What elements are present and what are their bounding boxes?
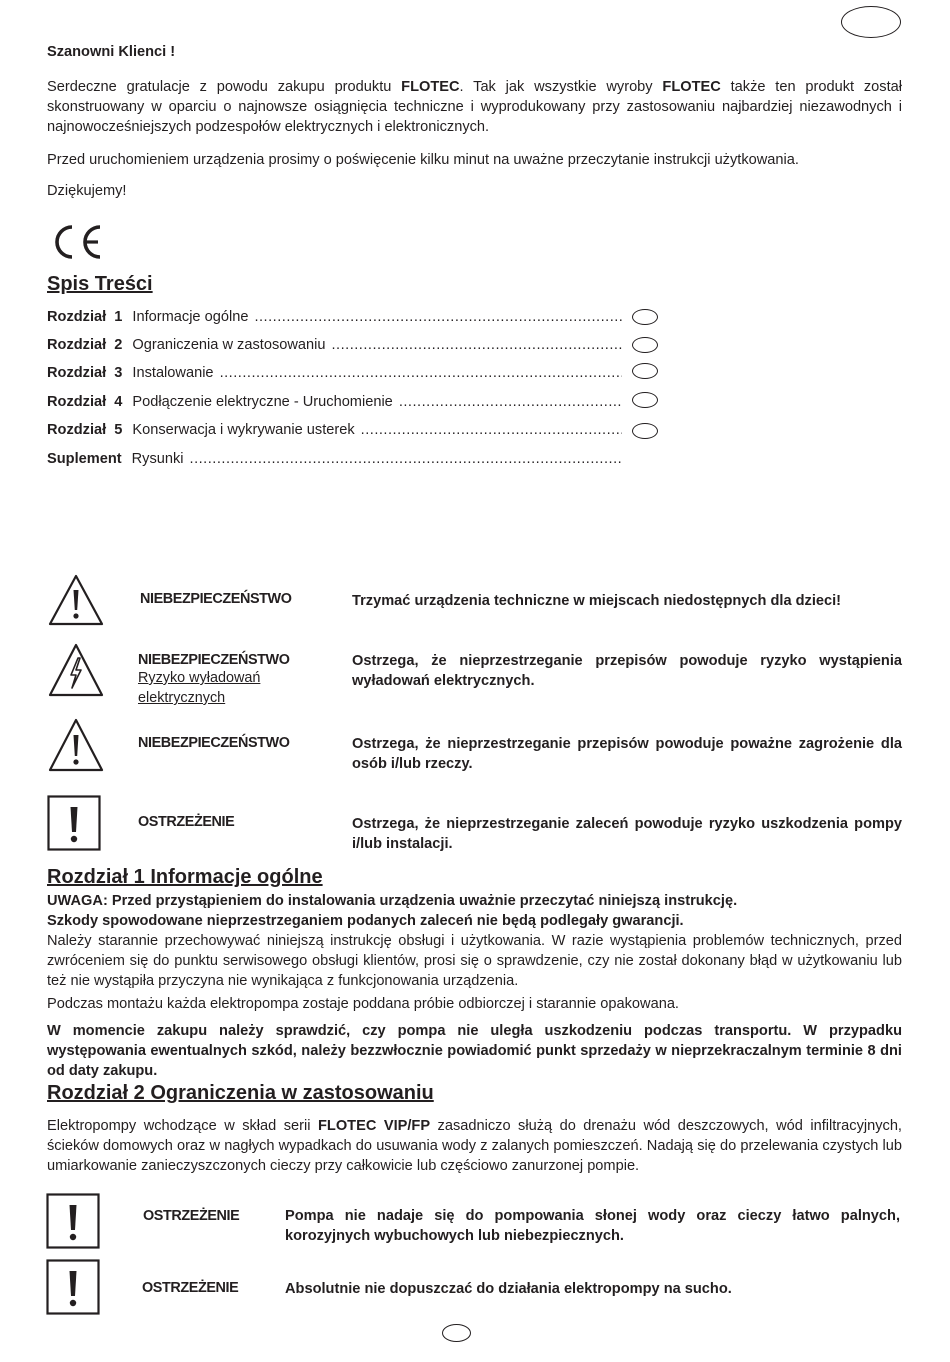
warning-sublabel: Ryzyko wyładowań (138, 670, 261, 686)
warning-label: OSTRZEŻENIE (138, 814, 235, 830)
toc-title: Spis Treści (47, 273, 153, 295)
toc-row[interactable]: Rozdział 1 Informacje ogólne ..... (47, 307, 622, 327)
page-number-oval (442, 1324, 471, 1342)
toc-row[interactable]: Suplement Rysunki ..... (47, 449, 622, 469)
chapter-1-title: Rozdział 1 Informacje ogólne (47, 866, 323, 888)
warning-label: NIEBEZPIECZEŃSTWO (138, 735, 290, 751)
warning-label: OSTRZEŻENIE (143, 1208, 240, 1224)
warning-label: NIEBEZPIECZEŃSTWO (138, 652, 290, 668)
warning-text: Ostrzega, że nieprzestrzeganie przepisów powoduje ryzyko wystąpienia wyładowań elektrycznych. (352, 653, 902, 689)
toc-page-oval (632, 337, 658, 353)
warning-label: NIEBEZPIECZEŃSTWO (140, 591, 292, 607)
toc-row[interactable]: Rozdział 4 Podłączenie elektryczne - Uruchomienie ..... (47, 392, 622, 412)
chapter-1-paragraph: Należy starannie przechowywać niniejszą instrukcję obsługi i użytkowania. W razie wystąpienia problemów technicznych, przed zwróceniem się do punktu serwisowego obsługi klientów, prosi się o sprawdzenie, czy nie został dokonany błąd w użytkowaniu lub też nie wystąpiła przyczyna nie wynikająca z funkcjonowania urządzenia. (47, 933, 902, 989)
thanks-text: Dziękujemy! (47, 183, 127, 199)
intro-paragraph: Serdeczne gratulacje z powodu zakupu produktu FLOTEC. Tak jak wszystkie wyroby FLOTEC także ten produkt został skonstruowany w oparciu o najnowsze osiągnięcia techniczne i wyprodukowany przy zastosowaniu najbardziej niezawodnych i najnowocześniejszych podzespołów elektrycznych i elektronicznych. (47, 79, 903, 135)
toc-page-oval (632, 392, 658, 408)
toc-row[interactable]: Rozdział 2 Ograniczenia w zastosowaniu ..... (47, 335, 622, 355)
chapter-1-transport-check: W momencie zakupu należy sprawdzić, czy pompa nie uległa uszkodzeniu podczas transportu. W przypadku występowania ewentualnych szkód, należy bezzwłocznie powiadomić punkt sprzedaży w nieprzekraczalnym terminie 8 dni od daty zakupu. (47, 1023, 902, 1079)
chapter-1-warranty: Szkody spowodowane nieprzestrzeganiem podanych zaleceń nie będą podlegały gwarancji. (47, 913, 684, 929)
toc-page-oval (632, 363, 658, 379)
caution-square-icon (46, 1193, 100, 1249)
toc-page-oval (632, 423, 658, 439)
warning-triangle-icon (47, 573, 105, 627)
warning-text: Ostrzega, że nieprzestrzeganie zaleceń powoduje ryzyko uszkodzenia pompy i/lub instalacji. (352, 816, 902, 852)
ce-mark-icon (50, 222, 106, 262)
chapter-1-warning: UWAGA: Przed przystąpieniem do instalowania urządzenia uważnie przeczytać niniejszą instrukcję. (47, 893, 738, 909)
product-series: FLOTEC VIP/FP (318, 1118, 431, 1134)
brand-name: FLOTEC (401, 79, 460, 95)
warning-text: Trzymać urządzenia techniczne w miejscach niedostępnych dla dzieci! (352, 593, 842, 609)
electric-hazard-icon (47, 642, 105, 698)
language-oval-top (841, 6, 901, 38)
chapter-1-paragraph: Podczas montażu każda elektropompa zostaje poddana próbie odbiorczej i starannie opakowana. (47, 996, 679, 1012)
warning-text: Absolutnie nie dopuszczać do działania elektropompy na sucho. (285, 1281, 732, 1297)
caution-square-icon (47, 795, 101, 851)
chapter-2-paragraph: Elektropompy wchodzące w skład serii FLOTEC VIP/FP zasadniczo służą do drenażu wód deszczowych, wód infiltracyjnych, ścieków domowych oraz w nagłych wypadkach do usuwania wody z zalanych pomieszczeń. Nadają się do przelewania czystych lub umiarkowanie zanieczyszczonych cieczy przy całkowicie lub częściowo zanurzonej pompie. (47, 1118, 902, 1174)
greeting: Szanowni Klienci ! (47, 44, 176, 60)
toc-page-oval (632, 309, 658, 325)
warning-triangle-icon (47, 717, 105, 773)
caution-square-icon (46, 1259, 100, 1315)
warning-text: Pompa nie nadaje się do pompowania słonej wody oraz cieczy łatwo palnych, korozyjnych wybuchowych lub niebezpiecznych. (285, 1208, 900, 1244)
chapter-2-title: Rozdział 2 Ograniczenia w zastosowaniu (47, 1082, 434, 1104)
warning-text: Ostrzega, że nieprzestrzeganie przepisów powoduje poważne zagrożenie dla osób i/lub rzeczy. (352, 736, 902, 772)
intro-read-instructions: Przed uruchomieniem urządzenia prosimy o poświęcenie kilku minut na uważne przeczytanie instrukcji użytkowania. (47, 152, 799, 168)
warning-label: OSTRZEŻENIE (142, 1280, 239, 1296)
toc-row[interactable]: Rozdział 3 Instalowanie ..... (47, 363, 622, 383)
warning-sublabel: elektrycznych (138, 690, 226, 706)
brand-name: FLOTEC (662, 79, 721, 95)
toc-row[interactable]: Rozdział 5 Konserwacja i wykrywanie usterek ..... (47, 420, 622, 440)
